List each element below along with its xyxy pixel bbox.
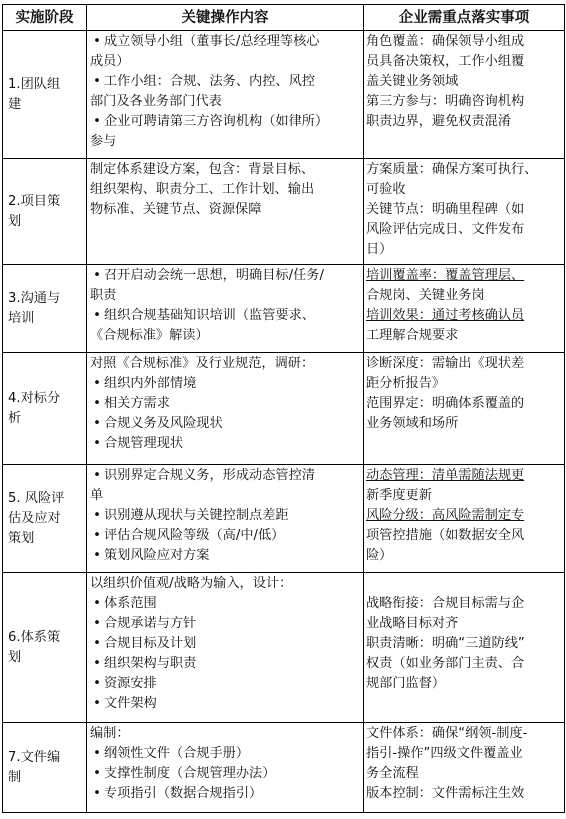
focus-text: 职责边界，避免权责混淆 <box>366 114 512 129</box>
focus-text: 文件体系：确保“纲领-制度- <box>366 726 528 741</box>
focus-text: 新季度更新 <box>366 488 432 503</box>
focus-text: 员具备决策权，工作小组覆 <box>366 54 525 69</box>
operation-text: 单 <box>90 488 104 503</box>
focus-text: 培训覆盖率：覆盖管理层、 <box>366 268 525 283</box>
table-row <box>3 573 565 723</box>
bullet-item: • 纲领性文件（合规手册） <box>90 744 360 764</box>
focus-cell <box>364 723 565 813</box>
bullet-item: • 合规义务及风险现状 <box>90 414 360 434</box>
stage-text: 制 <box>8 769 22 785</box>
focus-text: 可验收 <box>366 182 406 197</box>
focus-text: 动态管理：清单需随法规更 <box>366 468 525 483</box>
bullet-item: • 评估合规风险等级（高/中/低） <box>90 526 360 546</box>
focus-text: 职责清晰：明确“三道防线” <box>366 636 525 651</box>
operations-cell <box>87 723 364 813</box>
operations-cell <box>87 465 364 573</box>
bullet-item: • 成立领导小组（董事长/总经理等核心 <box>90 32 360 52</box>
stage-text: 3.沟通与 <box>8 290 61 306</box>
stage-cell <box>3 31 87 159</box>
bullet-item: • 文件架构 <box>90 694 360 714</box>
stage-cell <box>3 353 87 465</box>
bullet-item: • 支撑性制度（合规管理办法） <box>90 764 360 784</box>
stage-text: 7.文件编 <box>8 749 61 765</box>
bullet-item: • 相关方需求 <box>90 394 360 414</box>
focus-text: 风险评估完成日、文件发布 <box>366 222 525 237</box>
bullet-item: • 资源安排 <box>90 674 360 694</box>
operations-cell <box>87 573 364 723</box>
stage-text: 培训 <box>8 310 35 326</box>
focus-text: 版本控制：文件需标注生效 <box>366 786 525 801</box>
stage-cell <box>3 723 87 813</box>
stage-text: 析 <box>8 410 22 426</box>
bullet-item: • 合规目标及计划 <box>90 634 360 654</box>
table-row <box>3 265 565 353</box>
stage-cell <box>3 573 87 723</box>
header-focus-items: 企业需重点落实事项 <box>364 5 565 31</box>
focus-text: 务全流程 <box>366 766 419 781</box>
focus-cell <box>364 573 565 723</box>
header-row <box>3 5 565 31</box>
focus-text: 距分析报告》 <box>366 376 446 391</box>
operation-text: 物标准、关键节点、资源保障 <box>90 202 262 217</box>
bullet-item: • 企业可聘请第三方咨询机构（如律所） <box>90 112 360 132</box>
bullet-item: • 专项指引（数据合规指引） <box>90 784 360 804</box>
operations-cell <box>87 159 364 265</box>
bullet-item: • 策划风险应对方案 <box>90 546 360 566</box>
focus-text: 范围界定：明确体系覆盖的 <box>366 396 525 411</box>
bullet-item: • 合规承诺与方针 <box>90 614 360 634</box>
table-row <box>3 159 565 265</box>
focus-text: 项管控措施（如数据安全风 <box>366 528 525 543</box>
operation-text: 编制： <box>90 726 130 741</box>
operation-text: 组织架构、职责分工、工作计划、输出 <box>90 182 315 197</box>
stage-text: 划 <box>8 649 22 665</box>
focus-text: 合规岗、关键业务岗 <box>366 288 485 303</box>
bullet-item: • 组织架构与职责 <box>90 654 360 674</box>
stage-cell <box>3 265 87 353</box>
stage-cell <box>3 465 87 573</box>
table-row <box>3 465 565 573</box>
stage-text: 建 <box>8 96 22 112</box>
focus-text: 诊断深度：需输出《现状差 <box>366 356 525 371</box>
bullet-item: • 工作小组：合规、法务、内控、风控 <box>90 72 360 92</box>
focus-text: 角色覆盖：确保领导小组成 <box>366 34 525 49</box>
focus-cell <box>364 465 565 573</box>
compliance-implementation-table <box>2 4 565 813</box>
focus-text: 业战略目标对齐 <box>366 616 459 631</box>
focus-text: 日） <box>366 242 393 257</box>
stage-text: 策划 <box>8 530 35 546</box>
operation-text: 部门及各业务部门代表 <box>90 94 222 109</box>
focus-text: 培训效果：通过考核确认员 <box>366 308 525 323</box>
bullet-item: • 识别遵从现状与关键控制点差距 <box>90 506 360 526</box>
operation-text: 《合规标准》解读） <box>90 328 209 343</box>
focus-cell <box>364 159 565 265</box>
stage-text: 1.团队组 <box>8 76 61 92</box>
stage-text: 2.项目策 <box>8 193 61 209</box>
focus-text: 方案质量：确保方案可执行、 <box>366 162 538 177</box>
operations-cell <box>87 353 364 465</box>
bullet-item: • 召开启动会统一思想，明确目标/任务/ <box>90 266 360 286</box>
bullet-item: • 组织内外部情境 <box>90 374 360 394</box>
operation-text: 成员） <box>90 54 130 69</box>
focus-text: 规部门监督） <box>366 676 446 691</box>
table-row <box>3 31 565 159</box>
focus-text: 风险分级：高风险需制定专 <box>366 508 525 523</box>
focus-cell <box>364 353 565 465</box>
focus-text: 指引-操作”四级文件覆盖业 <box>366 746 523 761</box>
focus-text: 权责（如业务部门主责、合 <box>366 656 525 671</box>
focus-text: 关键节点：明确里程碑（如 <box>366 202 525 217</box>
stage-text: 5. 风险评 <box>8 490 65 506</box>
stage-text: 6.体系策 <box>8 629 61 645</box>
stage-text: 估及应对 <box>8 510 61 526</box>
operation-text: 参与 <box>90 134 117 149</box>
operation-text: 以组织价值观/战略为输入，设计： <box>90 576 293 591</box>
focus-text <box>366 574 563 594</box>
stage-text: 划 <box>8 213 22 229</box>
operations-cell <box>87 265 364 353</box>
stage-text: 4.对标分 <box>8 390 61 406</box>
bullet-item: • 组织合规基础知识培训（监管要求、 <box>90 306 360 326</box>
table-row <box>3 353 565 465</box>
bullet-item: • 识别界定合规义务，形成动态管控清 <box>90 466 360 486</box>
stage-cell <box>3 159 87 265</box>
operations-cell <box>87 31 364 159</box>
focus-text: 战略衔接：合规目标需与企 <box>366 596 525 611</box>
table-row <box>3 723 565 813</box>
focus-text: 业务领域和场所 <box>366 416 459 431</box>
bullet-item: • 合规管理现状 <box>90 434 360 454</box>
focus-text: 第三方参与：明确咨询机构 <box>366 94 525 109</box>
focus-cell <box>364 265 565 353</box>
bullet-item: • 体系范围 <box>90 594 360 614</box>
operation-text: 对照《合规标准》及行业规范，调研： <box>90 356 315 371</box>
header-stage: 实施阶段 <box>3 5 87 31</box>
focus-text: 工理解合规要求 <box>366 328 459 343</box>
operation-text: 职责 <box>90 288 117 303</box>
focus-text: 盖关键业务领域 <box>366 74 459 89</box>
header-key-operations: 关键操作内容 <box>87 5 364 31</box>
focus-text: 险） <box>366 548 393 563</box>
focus-cell <box>364 31 565 159</box>
operation-text: 制定体系建设方案，包含：背景目标、 <box>90 162 315 177</box>
